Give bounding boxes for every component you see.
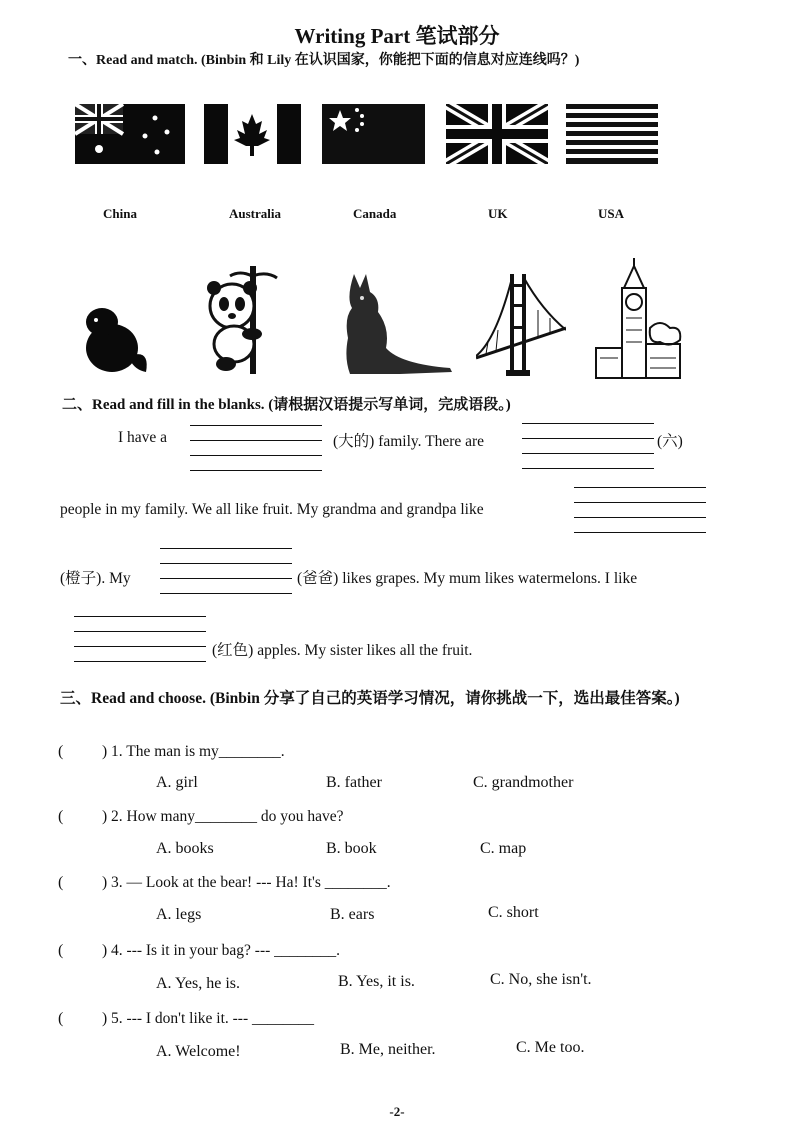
usa-flag-icon bbox=[566, 104, 658, 164]
golden-gate-bridge-icon bbox=[476, 270, 566, 380]
blank-line bbox=[522, 468, 654, 469]
blank-line bbox=[522, 438, 654, 439]
blank-line bbox=[522, 453, 654, 454]
country-china: China bbox=[103, 206, 137, 221]
canada-flag-icon bbox=[204, 104, 301, 164]
q5-option-c: C. Me too. bbox=[516, 1039, 585, 1056]
blank-line bbox=[160, 593, 292, 594]
answer-paren-5[interactable]: ( bbox=[58, 1010, 64, 1027]
question-5: ) 5. --- I don't like it. --- ________ bbox=[102, 1010, 314, 1027]
australia-flag-icon bbox=[75, 104, 185, 164]
country-uk: UK bbox=[488, 206, 508, 221]
blank-line bbox=[574, 517, 706, 518]
answer-paren-2[interactable]: ( bbox=[58, 808, 64, 825]
blank-line bbox=[74, 631, 206, 632]
china-flag-icon bbox=[322, 104, 425, 164]
q1-option-c: C. grandmother bbox=[473, 774, 574, 791]
answer-paren-4[interactable]: ( bbox=[58, 942, 64, 959]
blank-line bbox=[522, 423, 654, 424]
fill-hint-big: (大的) family. There are bbox=[333, 433, 485, 450]
fill-text-3: (爸爸) likes grapes. My mum likes watermelons. I like bbox=[297, 570, 638, 587]
big-ben-icon bbox=[590, 258, 690, 380]
q2-option-c: C. map bbox=[480, 840, 527, 857]
q2-option-b: B. book bbox=[326, 840, 377, 857]
q3-option-a: A. legs bbox=[156, 906, 202, 923]
q1-option-a: A. girl bbox=[156, 774, 198, 791]
q2-option-a: A. books bbox=[156, 840, 214, 857]
question-3: ) 3. — Look at the bear! --- Ha! It's ________. bbox=[102, 874, 391, 891]
blank-line bbox=[160, 578, 292, 579]
section3-heading: 三、Read and choose. (Binbin 分享了自己的英语学习情况，请你挑战一下，选出最佳答案。) bbox=[60, 690, 680, 707]
question-4: ) 4. --- Is it in your bag? --- ________. bbox=[102, 942, 341, 959]
blank-line bbox=[190, 455, 322, 456]
blank-line bbox=[574, 502, 706, 503]
question-2: ) 2. How many________ do you have? bbox=[102, 808, 344, 825]
q4-option-c: C. No, she isn't. bbox=[490, 971, 592, 988]
section2-heading: 二、Read and fill in the blanks. (请根据汉语提示写单词，完成语段。) bbox=[62, 397, 511, 413]
blank-line bbox=[160, 548, 292, 549]
blank-line bbox=[160, 563, 292, 564]
blank-line bbox=[574, 532, 706, 533]
blank-line bbox=[190, 470, 322, 471]
fill-text-4: (红色) apples. My sister likes all the fruit. bbox=[212, 642, 473, 659]
question-1: ) 1. The man is my________. bbox=[102, 743, 285, 760]
section1-heading: 一、Read and match. (Binbin 和 Lily 在认识国家，你能把下面的信息对应连线吗？) bbox=[68, 53, 580, 68]
country-usa: USA bbox=[598, 206, 625, 221]
q5-option-b: B. Me, neither. bbox=[340, 1041, 436, 1058]
blank-line bbox=[190, 425, 322, 426]
page-title: Writing Part 笔试部分 bbox=[294, 24, 500, 48]
q3-option-b: B. ears bbox=[330, 906, 375, 923]
fill-hint-orange: (橙子). My bbox=[60, 570, 131, 587]
fill-text-1: I have a bbox=[118, 429, 168, 446]
blank-line bbox=[74, 646, 206, 647]
blank-line bbox=[190, 440, 322, 441]
q1-option-b: B. father bbox=[326, 774, 382, 791]
fill-text-2: people in my family. We all like fruit. My grandma and grandpa like bbox=[60, 501, 484, 518]
q5-option-a: A. Welcome! bbox=[156, 1043, 241, 1060]
blank-line bbox=[74, 616, 206, 617]
answer-paren-1[interactable]: ( bbox=[58, 743, 64, 760]
country-australia: Australia bbox=[229, 206, 281, 221]
country-canada: Canada bbox=[353, 206, 397, 221]
page-number: -2- bbox=[389, 1104, 405, 1119]
uk-flag-icon bbox=[446, 104, 548, 164]
q4-option-a: A. Yes, he is. bbox=[156, 975, 241, 992]
blank-line bbox=[74, 661, 206, 662]
q3-option-c: C. short bbox=[488, 904, 539, 921]
q4-option-b: B. Yes, it is. bbox=[338, 973, 415, 990]
blank-line bbox=[574, 487, 706, 488]
panda-icon bbox=[192, 266, 288, 374]
fill-hint-six: (六) bbox=[657, 433, 683, 450]
answer-paren-3[interactable]: ( bbox=[58, 874, 64, 891]
kangaroo-icon bbox=[340, 268, 460, 376]
beaver-icon bbox=[80, 300, 150, 375]
